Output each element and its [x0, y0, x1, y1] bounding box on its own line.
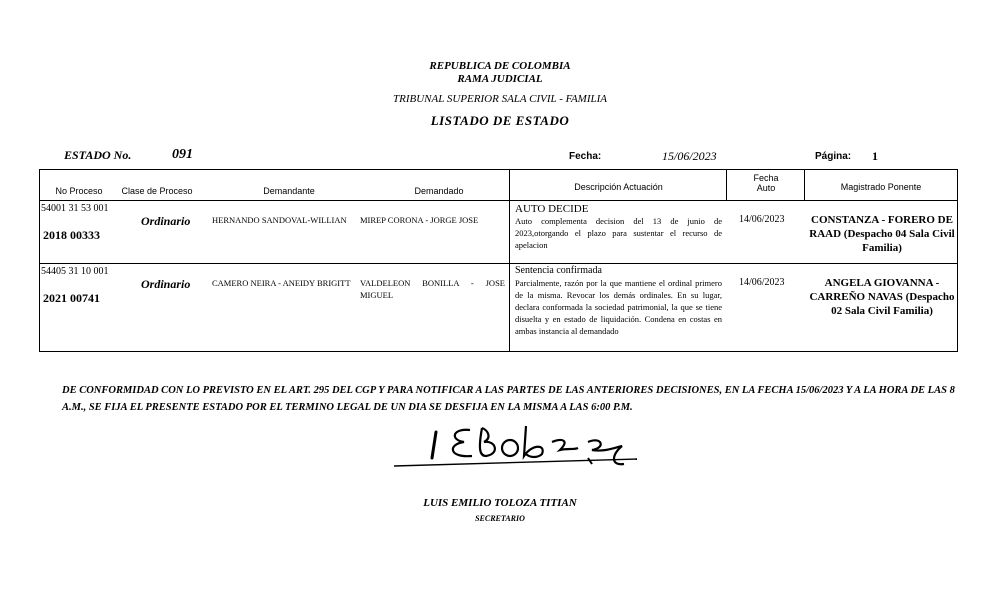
table-header-divider	[39, 200, 958, 201]
row1-demandado: MIREP CORONA - JORGE JOSE	[360, 215, 479, 225]
col-header-demandante: Demandante	[263, 186, 315, 196]
secretary-name: LUIS EMILIO TOLOZA TITIAN	[423, 497, 577, 509]
row2-clase: Ordinario	[141, 277, 191, 291]
col-header-no-proceso: No Proceso	[55, 186, 103, 196]
table-border-left	[39, 169, 40, 352]
table-row-divider	[39, 263, 958, 264]
row1-desc-title: AUTO DECIDE	[515, 203, 589, 215]
row1-clase: Ordinario	[141, 214, 191, 228]
header-branch: RAMA JUDICIAL	[457, 73, 543, 85]
col-header-auto: Auto	[756, 183, 776, 193]
col-header-clase: Clase de Proceso	[121, 186, 193, 196]
estado-table	[39, 169, 958, 352]
table-border-bottom	[39, 351, 958, 352]
fecha-value: 15/06/2023	[662, 149, 717, 163]
row2-magistrado: ANGELA GIOVANNA - CARREÑO NAVAS (Despacho 02 Sala Civil Familia)	[809, 277, 955, 317]
row1-demandante: HERNANDO SANDOVAL-WILLIAN	[212, 215, 347, 225]
header-republic: REPUBLICA DE COLOMBIA	[429, 60, 571, 72]
row2-desc-text: Parcialmente, razón por la que mantiene el ordinal primero de la misma. Revocar los demás ordinales. En su lugar, declara conformada la sociedad patrimonial, la que se tiene disuelta y en estado de liquidación. Condena en costas en ambas instancia al demandado	[515, 278, 722, 336]
row2-demandado: VALDELEON BONILLA - JOSE MIGUEL	[360, 278, 505, 300]
row2-desc-title: Sentencia confirmada	[515, 265, 602, 276]
fecha-label: Fecha:	[569, 151, 602, 162]
table-border-right	[957, 169, 958, 352]
row1-fecha-auto: 14/06/2023	[739, 214, 785, 225]
col-header-fecha: Fecha	[753, 173, 779, 183]
row2-fecha-auto: 14/06/2023	[739, 277, 785, 288]
row1-proceso-code: 54001 31 53 001	[41, 203, 109, 214]
estado-value: 091	[172, 147, 193, 162]
row1-proceso-year: 2018 00333	[43, 228, 100, 242]
row2-proceso-code: 54405 31 10 001	[41, 266, 109, 277]
col-header-magistrado: Magistrado Ponente	[840, 182, 922, 192]
row2-proceso-year: 2021 00741	[43, 291, 100, 305]
table-col-divider	[726, 169, 727, 200]
signature-image	[392, 418, 662, 473]
row1-desc-text: Auto complementa decision del 13 de junio de 2023,otorgando el plazo para sustentar el recurso de apelacion	[515, 216, 722, 250]
pagina-label: Página:	[815, 151, 852, 162]
notification-notice: DE CONFORMIDAD CON LO PREVISTO EN EL ART. 295 DEL CGP Y PARA NOTIFICAR A LAS PARTES DE LAS ANTERIORES DECISIONES, EN LA FECHA 15/06/2023 Y A LA HORA DE LAS 8 A.M., SE FIJA EL PRESENTE ESTADO POR EL TERMINO LEGAL DE UN DIA SE DESFIJA EN LA MISMA A LAS 6:00 P.M.	[62, 385, 955, 413]
page-title: LISTADO DE ESTADO	[430, 113, 570, 128]
col-header-demandado: Demandado	[414, 186, 464, 196]
table-border-top	[39, 169, 958, 170]
row2-demandante: CAMERO NEIRA - ANEIDY BRIGITT	[212, 278, 351, 288]
header-tribunal: TRIBUNAL SUPERIOR SALA CIVIL - FAMILIA	[393, 93, 607, 105]
estado-label: ESTADO No.	[64, 148, 132, 162]
table-col-divider	[509, 169, 510, 352]
pagina-value: 1	[872, 149, 878, 163]
col-header-descripcion: Descripción Actuación	[574, 182, 663, 192]
table-col-divider	[804, 169, 805, 200]
secretary-role: SECRETARIO	[475, 514, 525, 523]
row1-magistrado: CONSTANZA - FORERO DE RAAD (Despacho 04 Sala Civil Familia)	[809, 214, 955, 254]
